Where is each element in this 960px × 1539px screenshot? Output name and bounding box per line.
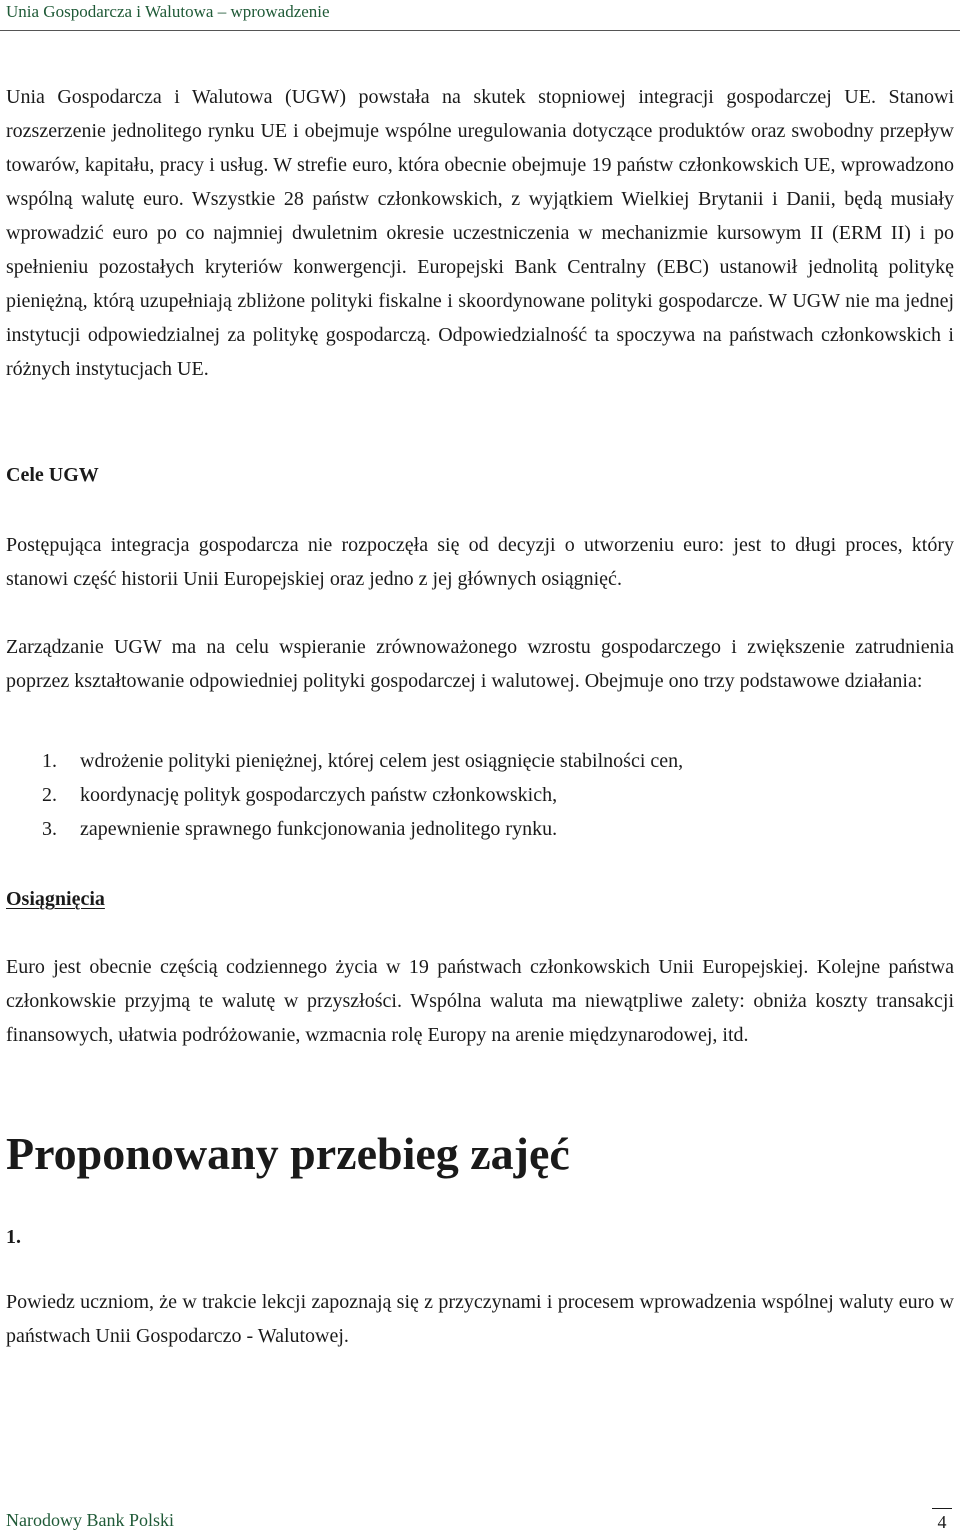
list-item-text: zapewnienie sprawnego funkcjonowania jednolitego rynku. — [80, 818, 558, 840]
lesson-paragraph: Powiedz uczniom, że w trakcie lekcji zapoznają się z przyczynami i procesem wprowadzenia wspólnej waluty euro w państwach Unii Gospodarczo - Walutowej. — [6, 1291, 954, 1347]
list-item — [42, 744, 683, 778]
intro-paragraph: Unia Gospodarcza i Walutowa (UGW) powstała na skutek stopniowej integracji gospodarczej UE. Stanowi rozszerzenie jednolitego rynku UE i obejmuje wspólne uregulowania dotyczące produktów oraz swobodny przepływ towarów, kapitału, pracy i usług. W strefie euro, która obecnie obejmuje 19 państw członkowskich UE, wprowadzono wspólną walutę euro. Wszystkie 28 państw członkowskich, z wyjątkiem Wielkiej Brytanii i Danii, będą musiały wprowadzić euro po co najmniej dwuletnim okresie uczestniczenia w mechanizmie kursowym II (ERM II) i po spełnieniu pozostałych kryteriów konwergencji. Europejski Bank Centralny (EBC) ustanowił jednolitą politykę pieniężną, którą uzupełniają zbliżone polityki fiskalne i skoordynowane polityki gospodarcze. W UGW nie ma jednej instytucji odpowiedzialnej za politykę gospodarczą. Odpowiedzialność ta spoczywa na państwach członkowskich i różnych instytucjach UE. — [6, 86, 954, 380]
achievements-paragraph: Euro jest obecnie częścią codziennego życia w 19 państwach członkowskich Unii Europejskiej. Kolejne państwa członkowskie przyjmą te walutę w przyszłości. Wspólna waluta ma niewątpliwe zalety: obniża koszty transakcji finansowych, ułatwia podróżowanie, wzmacnia rolę Europy na arenie międzynarodowej, itd. — [6, 956, 954, 1046]
goals-heading: Cele UGW — [6, 464, 99, 486]
list-item-text: wdrożenie polityki pieniężnej, której celem jest osiągnięcie stabilności cen, — [80, 750, 684, 772]
list-item-number: 3. — [42, 818, 57, 840]
page-header-title: Unia Gospodarcza i Walutowa – wprowadzenie — [6, 2, 330, 21]
list-item-number: 2. — [42, 784, 57, 806]
list-item-text: koordynację polityk gospodarczych państw członkowskich, — [80, 784, 558, 806]
achievements-heading: Osiągnięcia — [6, 888, 105, 910]
goals-list — [42, 744, 683, 846]
lesson-step-label: 1. — [6, 1226, 21, 1248]
goals-paragraph-1: Postępująca integracja gospodarcza nie rozpoczęła się od decyzji o utworzeniu euro: jest to długi proces, który stanowi część historii Unii Europejskiej oraz jedno z jej głównych osiągnięć. — [6, 534, 954, 590]
list-item — [42, 778, 683, 812]
lesson-title: Proponowany przebieg zajęć — [6, 1128, 570, 1179]
footer-publisher: Narodowy Bank Polski — [6, 1510, 174, 1530]
list-item-number: 1. — [42, 750, 57, 772]
header-divider — [0, 30, 960, 31]
page-number: 4 — [937, 1512, 947, 1532]
list-item — [42, 812, 683, 846]
goals-paragraph-2: Zarządzanie UGW ma na celu wspieranie zrównoważonego wzrostu gospodarczego i zwiększenie zatrudnienia poprzez kształtowanie odpowiedniej polityki gospodarczej i walutowej. Obejmuje ono trzy podstawowe działania: — [6, 636, 954, 692]
